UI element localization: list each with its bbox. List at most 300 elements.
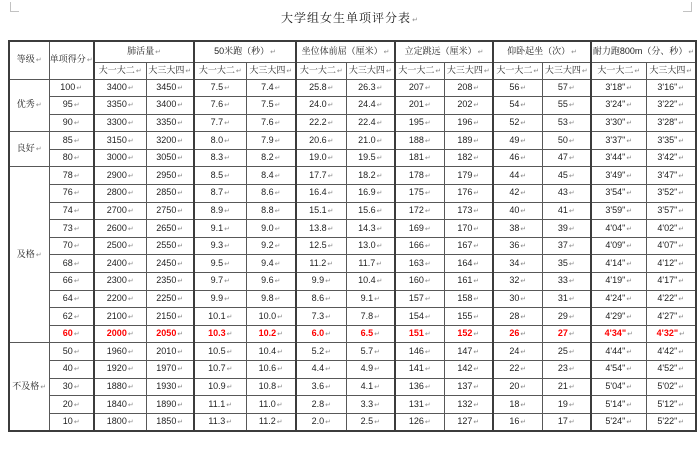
paragraph-mark: ↵ (424, 260, 431, 268)
table-cell: 10.3↵ (194, 325, 246, 343)
paragraph-mark: ↵ (473, 418, 480, 426)
table-cell: 40↵ (493, 202, 542, 220)
paragraph-mark: ↵ (473, 102, 480, 110)
table-cell: 179↵ (444, 167, 493, 185)
header-group-sit-and-reach: 坐位体前屈（厘米）↵ (296, 41, 395, 62)
paragraph-mark: ↵ (277, 383, 283, 391)
paragraph-mark: ↵ (568, 120, 575, 128)
paragraph-mark: ↵ (678, 190, 685, 198)
header-sub-junior: 大三大四↵ (246, 62, 296, 79)
grade-label: 及格↵ (9, 167, 49, 343)
paragraph-mark: ↵ (520, 418, 527, 426)
paragraph-mark: ↵ (678, 155, 685, 163)
score-cell: 40↵ (49, 361, 94, 379)
table-cell: 158↵ (444, 290, 493, 308)
table-cell: 8.7↵ (194, 185, 246, 203)
paragraph-mark: ↵ (376, 120, 383, 128)
paragraph-mark: ↵ (277, 348, 283, 356)
table-cell: 11.3↵ (194, 413, 246, 431)
score-cell: 80↵ (49, 149, 94, 167)
paragraph-mark: ↵ (473, 331, 480, 339)
table-row (9, 79, 696, 97)
paragraph-mark: ↵ (73, 401, 80, 409)
table-cell: 142↵ (444, 361, 493, 379)
table-cell: 3.3↵ (346, 396, 395, 414)
paragraph-mark: ↵ (73, 383, 80, 391)
table-cell: 4'32"↵ (646, 325, 696, 343)
table-cell: 4'14"↵ (591, 255, 646, 273)
score-cell: 70↵ (49, 237, 94, 255)
table-cell: 7.5↵ (246, 97, 296, 115)
paragraph-mark: ↵ (374, 313, 380, 321)
table-row (9, 255, 696, 273)
table-cell: 178↵ (395, 167, 444, 185)
paragraph-mark: ↵ (325, 295, 331, 303)
table-cell: 1960↵ (94, 343, 146, 361)
paragraph-mark: ↵ (678, 102, 685, 110)
paragraph-mark: ↵ (424, 401, 431, 409)
table-cell: 131↵ (395, 396, 444, 414)
table-cell: 151↵ (395, 325, 444, 343)
paragraph-mark: ↵ (226, 401, 233, 409)
paragraph-mark: ↵ (73, 418, 80, 426)
table-cell: 166↵ (395, 237, 444, 255)
paragraph-mark: ↵ (520, 102, 527, 110)
paragraph-mark: ↵ (626, 172, 633, 180)
table-cell: 19.0↵ (296, 149, 346, 167)
paragraph-mark: ↵ (376, 172, 383, 180)
table-cell: 8.4↵ (246, 167, 296, 185)
paragraph-mark: ↵ (376, 84, 383, 92)
paragraph-mark: ↵ (177, 243, 184, 251)
table-cell: 4.9↵ (346, 361, 395, 379)
table-cell: 15.1↵ (296, 202, 346, 220)
table-cell: 55↵ (542, 97, 591, 115)
paragraph-mark: ↵ (135, 67, 142, 75)
paragraph-mark: ↵ (568, 84, 575, 92)
paragraph-mark: ↵ (224, 225, 230, 233)
table-cell: 8.9↵ (194, 202, 246, 220)
paragraph-mark: ↵ (127, 348, 134, 356)
paragraph-mark: ↵ (40, 383, 47, 391)
paragraph-mark: ↵ (688, 48, 695, 56)
paragraph-mark: ↵ (626, 225, 633, 233)
paragraph-mark: ↵ (412, 17, 419, 24)
table-cell: 164↵ (444, 255, 493, 273)
paragraph-mark: ↵ (336, 67, 343, 75)
table-cell: 10.0↵ (246, 308, 296, 326)
paragraph-mark: ↵ (327, 260, 334, 268)
table-cell: 5'02"↵ (646, 378, 696, 396)
table-cell: 3200↵ (146, 132, 194, 150)
table-cell: 1800↵ (94, 413, 146, 431)
paragraph-mark: ↵ (678, 313, 685, 321)
score-cell: 62↵ (49, 308, 94, 326)
table-cell: 141↵ (395, 361, 444, 379)
table-body (9, 79, 696, 431)
score-cell: 50↵ (49, 343, 94, 361)
paragraph-mark: ↵ (520, 137, 527, 145)
paragraph-mark: ↵ (424, 331, 431, 339)
paragraph-mark: ↵ (473, 278, 480, 286)
table-row (9, 114, 696, 132)
paragraph-mark: ↵ (568, 366, 575, 374)
table-row (9, 167, 696, 185)
paragraph-mark: ↵ (424, 84, 431, 92)
paragraph-mark: ↵ (270, 48, 276, 56)
paragraph-mark: ↵ (376, 260, 383, 268)
paragraph-mark: ↵ (424, 366, 431, 374)
score-cell: 76↵ (49, 185, 94, 203)
table-cell: 22.4↵ (346, 114, 395, 132)
paragraph-mark: ↵ (127, 295, 134, 303)
table-cell: 26.3↵ (346, 79, 395, 97)
header-sub-freshman: 大一大二↵ (296, 62, 346, 79)
paragraph-mark: ↵ (473, 260, 480, 268)
paragraph-mark: ↵ (520, 84, 527, 92)
paragraph-mark: ↵ (73, 348, 80, 356)
paragraph-mark: ↵ (325, 401, 331, 409)
table-row (9, 220, 696, 238)
paragraph-mark: ↵ (73, 155, 80, 163)
paragraph-mark: ↵ (678, 208, 685, 215)
paragraph-mark: ↵ (73, 102, 80, 110)
paragraph-mark: ↵ (568, 313, 575, 321)
paragraph-mark: ↵ (73, 278, 80, 286)
paragraph-mark: ↵ (626, 401, 633, 409)
paragraph-mark: ↵ (473, 120, 480, 128)
paragraph-mark: ↵ (424, 190, 431, 198)
table-cell: 2.8↵ (296, 396, 346, 414)
paragraph-mark: ↵ (520, 190, 527, 198)
table-cell: 3'37"↵ (591, 132, 646, 150)
paragraph-mark: ↵ (568, 401, 575, 409)
paragraph-mark: ↵ (568, 383, 575, 391)
table-cell: 54↵ (493, 97, 542, 115)
table-cell: 1930↵ (146, 378, 194, 396)
paragraph-mark: ↵ (224, 295, 230, 303)
table-cell: 9.1↵ (346, 290, 395, 308)
table-cell: 136↵ (395, 378, 444, 396)
header-score: 单项得分↵ (49, 41, 94, 79)
score-cell: 74↵ (49, 202, 94, 220)
table-cell: 17.7↵ (296, 167, 346, 185)
table-cell: 11.2↵ (296, 255, 346, 273)
table-cell: 26↵ (493, 325, 542, 343)
table-cell: 5'12"↵ (646, 396, 696, 414)
table-cell: 155↵ (444, 308, 493, 326)
table-cell: 35↵ (542, 255, 591, 273)
table-cell: 2750↵ (146, 202, 194, 220)
paragraph-mark: ↵ (274, 120, 281, 128)
table-cell: 11.7↵ (346, 255, 395, 273)
paragraph-mark: ↵ (376, 137, 383, 145)
table-cell: 3'54"↵ (591, 185, 646, 203)
paragraph-mark: ↵ (224, 278, 230, 286)
table-cell: 3150↵ (94, 132, 146, 150)
table-cell: 28↵ (493, 308, 542, 326)
score-cell: 60↵ (49, 325, 94, 343)
paragraph-mark: ↵ (376, 208, 383, 215)
paragraph-mark: ↵ (177, 190, 184, 198)
paragraph-mark: ↵ (581, 67, 588, 75)
table-cell: 1970↵ (146, 361, 194, 379)
header-sub-junior: 大三大四↵ (346, 62, 395, 79)
paragraph-mark: ↵ (679, 331, 685, 339)
table-cell: 10.2↵ (246, 325, 296, 343)
table-cell: 4.1↵ (346, 378, 395, 396)
table-cell: 4'44"↵ (591, 343, 646, 361)
paragraph-mark: ↵ (473, 208, 480, 215)
paragraph-mark: ↵ (155, 48, 161, 56)
paragraph-mark: ↵ (626, 348, 633, 356)
paragraph-mark: ↵ (627, 331, 633, 339)
paragraph-mark: ↵ (473, 172, 480, 180)
paragraph-mark: ↵ (376, 278, 383, 286)
table-cell: 37↵ (542, 237, 591, 255)
table-cell: 9.5↵ (194, 255, 246, 273)
paragraph-mark: ↵ (678, 383, 685, 391)
paragraph-mark: ↵ (327, 84, 334, 92)
paragraph-mark: ↵ (327, 137, 334, 145)
paragraph-mark: ↵ (327, 172, 334, 180)
paragraph-mark: ↵ (226, 366, 233, 374)
table-cell: 152↵ (444, 325, 493, 343)
paragraph-mark: ↵ (473, 190, 480, 198)
paragraph-mark: ↵ (626, 155, 633, 163)
table-cell: 8.6↵ (296, 290, 346, 308)
table-cell: 3350↵ (146, 114, 194, 132)
paragraph-mark: ↵ (626, 190, 633, 198)
table-cell: 3'52"↵ (646, 185, 696, 203)
paragraph-mark: ↵ (177, 278, 184, 286)
paragraph-mark: ↵ (473, 155, 480, 163)
paragraph-mark: ↵ (224, 137, 230, 145)
paragraph-mark: ↵ (226, 348, 233, 356)
paragraph-mark: ↵ (520, 278, 527, 286)
table-cell: 2550↵ (146, 237, 194, 255)
paragraph-mark: ↵ (277, 366, 283, 374)
paragraph-mark: ↵ (73, 260, 80, 268)
paragraph-mark: ↵ (127, 278, 134, 286)
table-cell: 195↵ (395, 114, 444, 132)
paragraph-mark: ↵ (374, 418, 380, 426)
table-cell: 4'52"↵ (646, 361, 696, 379)
table-cell: 2850↵ (146, 185, 194, 203)
table-cell: 3350↵ (94, 97, 146, 115)
table-cell: 7.6↵ (194, 97, 246, 115)
table-cell: 4'34"↵ (591, 325, 646, 343)
table-cell: 2950↵ (146, 167, 194, 185)
paragraph-mark: ↵ (73, 120, 80, 128)
table-cell: 2900↵ (94, 167, 146, 185)
table-cell: 147↵ (444, 343, 493, 361)
table-cell: 1850↵ (146, 413, 194, 431)
paragraph-mark: ↵ (177, 295, 184, 303)
table-row (9, 378, 696, 396)
table-cell: 4'04"↵ (591, 220, 646, 238)
paragraph-mark: ↵ (626, 102, 633, 110)
paragraph-mark: ↵ (520, 225, 527, 233)
paragraph-mark: ↵ (73, 208, 80, 215)
table-cell: 13.8↵ (296, 220, 346, 238)
table-cell: 2250↵ (146, 290, 194, 308)
table-cell: 9.8↵ (246, 290, 296, 308)
table-cell: 3'30"↵ (591, 114, 646, 132)
table-cell: 175↵ (395, 185, 444, 203)
table-cell: 3.6↵ (296, 378, 346, 396)
table-cell: 7.5↵ (194, 79, 246, 97)
paragraph-mark: ↵ (277, 331, 283, 339)
paragraph-mark: ↵ (626, 418, 633, 426)
table-cell: 161↵ (444, 273, 493, 291)
paragraph-mark: ↵ (235, 67, 242, 75)
paragraph-mark: ↵ (571, 48, 578, 56)
paragraph-mark: ↵ (678, 366, 685, 374)
paragraph-mark: ↵ (127, 225, 134, 233)
table-cell: 169↵ (395, 220, 444, 238)
header-group-endurance-run: 耐力跑800m（分、秒）↵ (591, 41, 696, 62)
header-sub-row (9, 62, 696, 79)
table-cell: 4.4↵ (296, 361, 346, 379)
table-cell: 20↵ (493, 378, 542, 396)
table-cell: 9.0↵ (246, 220, 296, 238)
table-cell: 9.7↵ (194, 273, 246, 291)
table-cell: 202↵ (444, 97, 493, 115)
table-row (9, 185, 696, 203)
table-cell: 8.2↵ (246, 149, 296, 167)
table-cell: 11.1↵ (194, 396, 246, 414)
paragraph-mark: ↵ (224, 155, 230, 163)
table-cell: 8.8↵ (246, 202, 296, 220)
paragraph-mark: ↵ (520, 243, 527, 251)
paragraph-mark: ↵ (73, 295, 80, 303)
table-cell: 19.5↵ (346, 149, 395, 167)
table-cell: 44↵ (493, 167, 542, 185)
score-cell: 68↵ (49, 255, 94, 273)
table-row (9, 237, 696, 255)
table-cell: 181↵ (395, 149, 444, 167)
paragraph-mark: ↵ (224, 172, 230, 180)
paragraph-mark: ↵ (424, 313, 431, 321)
table-cell: 189↵ (444, 132, 493, 150)
table-cell: 1880↵ (94, 378, 146, 396)
table-cell: 15.6↵ (346, 202, 395, 220)
paragraph-mark: ↵ (568, 225, 575, 233)
paragraph-mark: ↵ (73, 172, 80, 180)
table-cell: 12.5↵ (296, 237, 346, 255)
table-cell: 11.2↵ (246, 413, 296, 431)
paragraph-mark: ↵ (520, 366, 527, 374)
paragraph-mark: ↵ (274, 295, 281, 303)
table-cell: 53↵ (542, 114, 591, 132)
header-group-vital-capacity: 肺活量↵ (94, 41, 194, 62)
paragraph-mark: ↵ (533, 67, 540, 75)
paragraph-mark: ↵ (424, 208, 431, 215)
table-cell: 2600↵ (94, 220, 146, 238)
table-cell: 3400↵ (94, 79, 146, 97)
paragraph-mark: ↵ (127, 190, 134, 198)
table-cell: 56↵ (493, 79, 542, 97)
paragraph-mark: ↵ (177, 84, 184, 92)
table-row (9, 273, 696, 291)
paragraph-mark: ↵ (127, 260, 134, 268)
table-row (9, 290, 696, 308)
paragraph-mark: ↵ (224, 208, 230, 215)
table-cell: 8.3↵ (194, 149, 246, 167)
paragraph-mark: ↵ (177, 348, 184, 356)
table-row (9, 396, 696, 414)
table-cell: 18↵ (493, 396, 542, 414)
table-cell: 3050↵ (146, 149, 194, 167)
table-cell: 10.7↵ (194, 361, 246, 379)
paragraph-mark: ↵ (177, 225, 184, 233)
table-cell: 137↵ (444, 378, 493, 396)
table-cell: 4'17"↵ (646, 273, 696, 291)
paragraph-mark: ↵ (274, 155, 281, 163)
table-row (9, 325, 696, 343)
paragraph-mark: ↵ (626, 278, 633, 286)
table-cell: 4'19"↵ (591, 273, 646, 291)
table-cell: 5'14"↵ (591, 396, 646, 414)
table-cell: 2650↵ (146, 220, 194, 238)
paragraph-mark: ↵ (35, 251, 42, 259)
paragraph-mark: ↵ (127, 401, 134, 409)
table-cell: 4'12"↵ (646, 255, 696, 273)
paragraph-mark: ↵ (127, 331, 134, 339)
table-cell: 9.9↵ (296, 273, 346, 291)
table-cell: 36↵ (493, 237, 542, 255)
table-cell: 22↵ (493, 361, 542, 379)
paragraph-mark: ↵ (376, 190, 383, 198)
paragraph-mark: ↵ (424, 295, 431, 303)
score-cell: 20↵ (49, 396, 94, 414)
paragraph-mark: ↵ (424, 383, 431, 391)
scoring-table (8, 40, 697, 432)
paragraph-mark: ↵ (568, 190, 575, 198)
table-row (9, 308, 696, 326)
table-cell: 41↵ (542, 202, 591, 220)
score-cell: 95↵ (49, 97, 94, 115)
header-group-row (9, 41, 696, 62)
title-text: 大学组女生单项评分表 (281, 11, 412, 25)
table-cell: 160↵ (395, 273, 444, 291)
table-cell: 4'24"↵ (591, 290, 646, 308)
table-cell: 24↵ (493, 343, 542, 361)
table-cell: 52↵ (493, 114, 542, 132)
paragraph-mark: ↵ (274, 278, 281, 286)
paragraph-mark: ↵ (626, 243, 633, 251)
paragraph-mark: ↵ (274, 243, 281, 251)
table-cell: 188↵ (395, 132, 444, 150)
paragraph-mark: ↵ (678, 260, 685, 268)
table-cell: 9.9↵ (194, 290, 246, 308)
paragraph-mark: ↵ (473, 243, 480, 251)
table-cell: 4'09"↵ (591, 237, 646, 255)
paragraph-mark: ↵ (385, 67, 392, 75)
table-cell: 4'07"↵ (646, 237, 696, 255)
paragraph-mark: ↵ (374, 383, 380, 391)
table-cell: 8.0↵ (194, 132, 246, 150)
table-cell: 2400↵ (94, 255, 146, 273)
table-cell: 8.5↵ (194, 167, 246, 185)
table-cell: 50↵ (542, 132, 591, 150)
paragraph-mark: ↵ (35, 146, 42, 154)
table-cell: 17↵ (542, 413, 591, 431)
paragraph-mark: ↵ (73, 243, 80, 251)
table-cell: 176↵ (444, 185, 493, 203)
paragraph-mark: ↵ (568, 418, 575, 426)
